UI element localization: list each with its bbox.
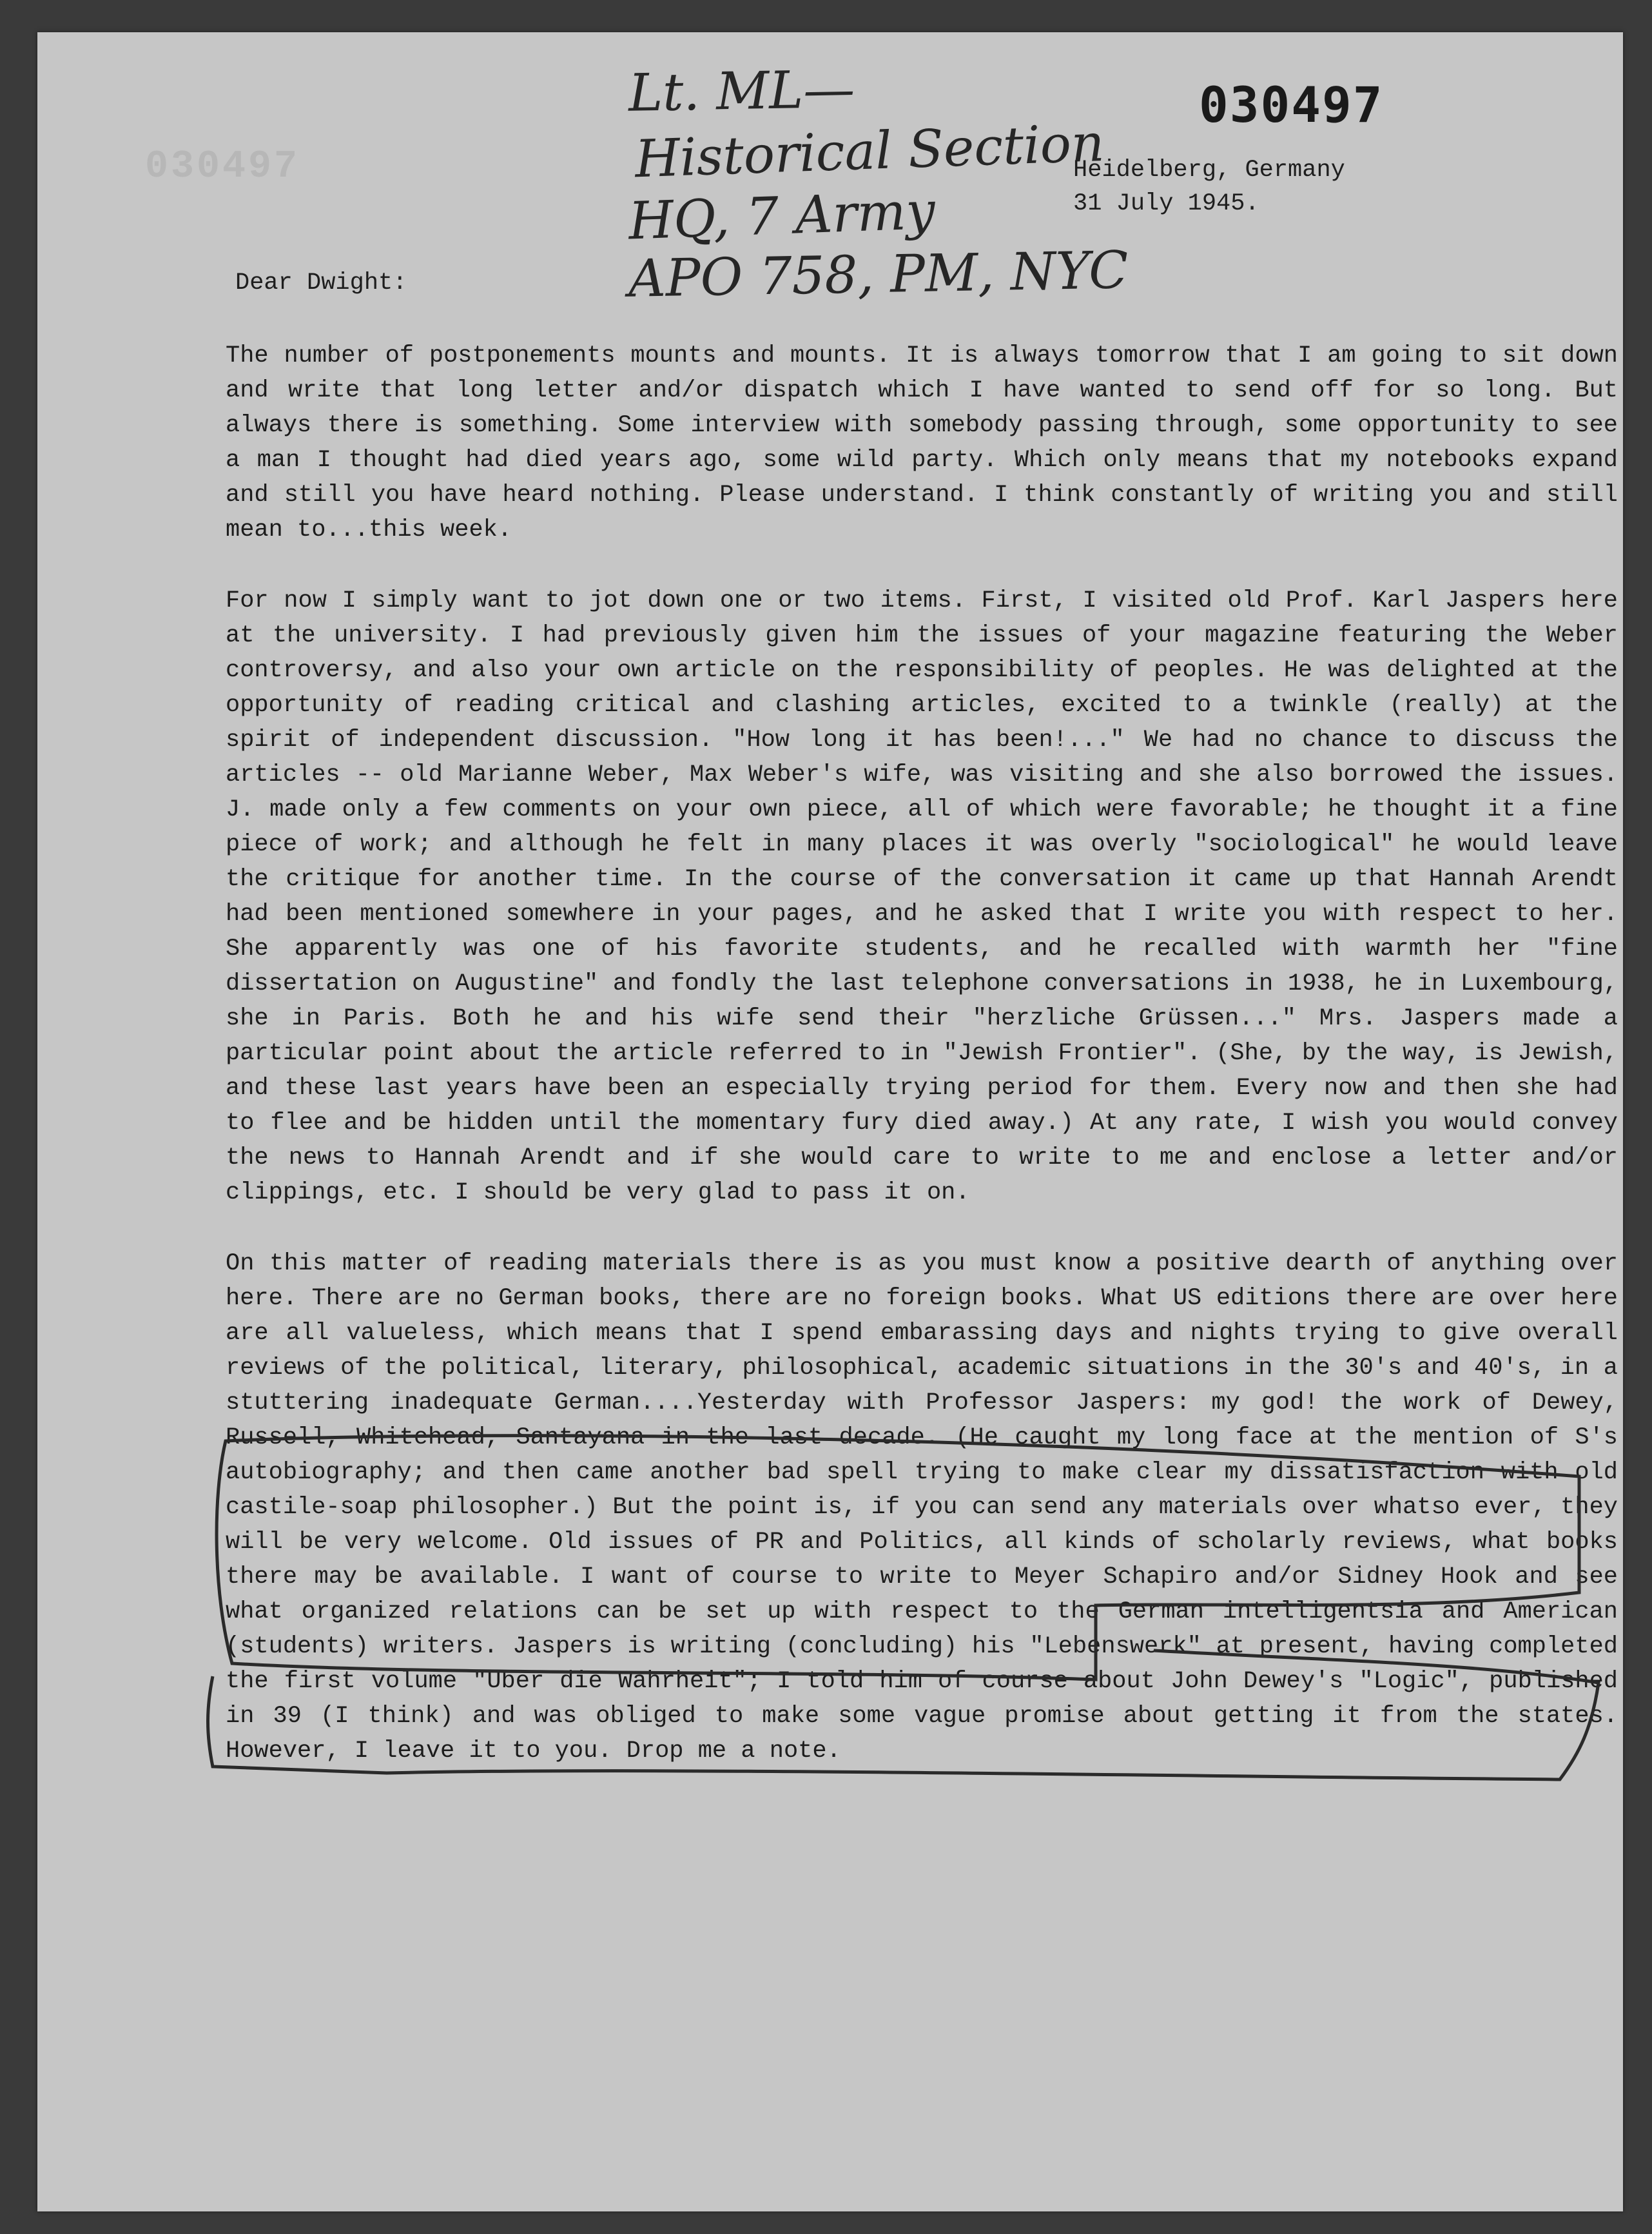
handwritten-line: Lt. ML—	[628, 59, 855, 123]
letter-date: 31 July 1945.	[1073, 190, 1259, 217]
handwritten-line: HQ, 7 Army	[627, 180, 937, 251]
handwritten-address	[627, 58, 1129, 309]
letter-body	[226, 338, 1618, 1805]
letter-header	[1073, 153, 1345, 220]
handwritten-line: APO 758, PM, NYC	[628, 240, 1129, 309]
faded-stamp: 030497	[145, 145, 300, 189]
salutation: Dear Dwight:	[235, 269, 407, 297]
document-number: 030497	[1199, 76, 1384, 133]
handwritten-line: Historical Section	[634, 112, 1105, 190]
paragraph: For now I simply want to jot down one or two items. First, I visited old Prof. Karl Jaspers here at the university. I had previously given him the issues of your magazine featuring the Weber controversy, and also your own article on the responsibility of peoples. He was delighted at the opportunity of reading critical and clashing articles, excited to a twinkle (really) at the spirit of independent discussion. "How long it has been!..." We had no chance to discuss the articles -- old Marianne Weber, Max Weber's wife, was visiting and she also borrowed the issues. J. made only a few comments on your own piece, all of which were favorable; he thought it a fine piece of work; and although he felt in many places it was overly "sociological" he would leave the critique for another time. In the course of the conversation it came up that Hannah Arendt had been mentioned somewhere in your pages, and he asked that I write you with respect to her. She apparently was one of his favorite students, and he recalled with warmth her "fine dissertation on Augustine" and fondly the last telephone conversations in 1938, he in Luxembourg, she in Paris. Both he and his wife send their "herzliche Grüssen..." Mrs. Jaspers made a particular point about the article referred to in "Jewish Frontier". (She, by the way, is Jewish, and these last years have been an especially trying period for them. Every now and then she had to flee and be hidden until the momentary fury died away.) At any rate, I wish you would convey the news to Hannah Arendt and if she would care to write to me and enclose a letter and/or clippings, etc. I should be very glad to pass it on.	[226, 587, 1618, 1206]
paragraph: The number of postponements mounts and mounts. It is always tomorrow that I am going to sit down and write that long letter and/or dispatch which I have wanted to send off for so long. But always there is something. Some interview with somebody passing through, some opportunity to see a man I thought had died years ago, some wild party. Which only means that my notebooks expand and still you have heard nothing. Please understand. I think constantly of writing you and still mean to...this week.	[226, 342, 1618, 544]
paragraph: On this matter of reading materials there is as you must know a positive dearth of anything over here. There are no German books, there are no foreign books. What US editions there are over here are all valueless, which means that I spend embarassing days and nights trying to give overall reviews of the political, literary, philosophical, academic situations in the 30's and 40's, in a stuttering inadequate German....Yesterday with Professor Jaspers: my god! the work of Dewey, Russell, Whitehead, Santayana in the last decade. (He caught my long face at the mention of S's autobiography; and then came another bad spell trying to make clear my dissatisfaction with old castile-soap philosopher.) But the point is, if you can send any materials over whatso ever, they will be very welcome. Old issues of PR and Politics, all kinds of scholarly reviews, what books there may be available. I want of course to write to Meyer Schapiro and/or Sidney Hook and see what organized relations can be set up with respect to the German intelligentsia and American (students) writers. Jaspers is writing (concluding) his "Lebenswerk" at present, having completed the first volume "Uber die Wahrheit"; I told him of course about John Dewey's "Logic", published in 39 (I think) and was obliged to make some vague promise about getting it from the states. However, I leave it to you. Drop me a note.	[226, 1250, 1618, 1765]
letter-place: Heidelberg, Germany	[1073, 157, 1345, 184]
